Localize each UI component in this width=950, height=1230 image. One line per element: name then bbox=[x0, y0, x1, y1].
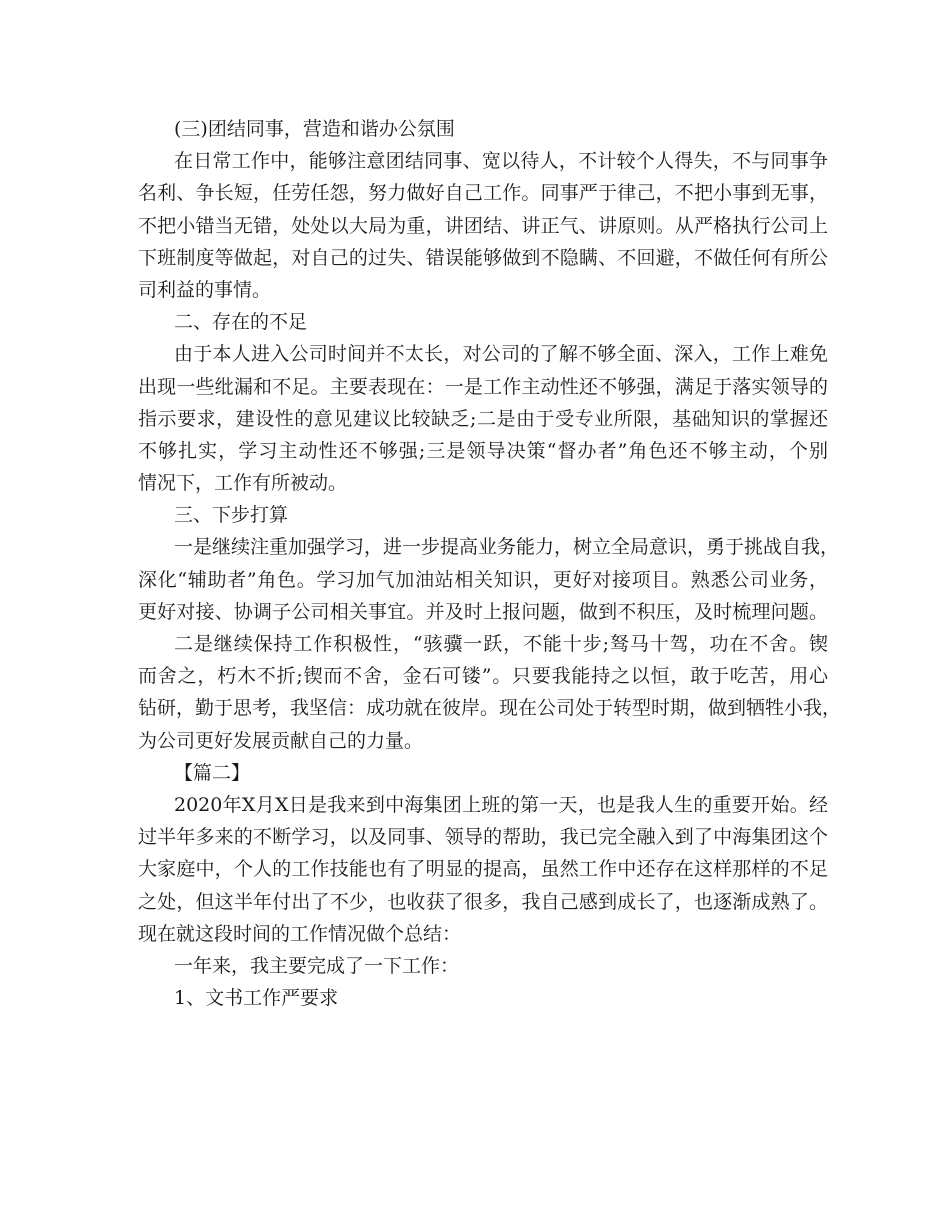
text-line: 2020年X月X日是我来到中海集团上班的第一天，也是我人生的重要开始。经 bbox=[174, 793, 828, 816]
text-line: 为公司更好发展贡献自己的力量。 bbox=[138, 729, 424, 752]
text-line: 【篇二】 bbox=[174, 761, 251, 784]
text-line: 不把小错当无错，处处以大局为重，讲团结、讲正气、讲原则。从严格执行公司上 bbox=[138, 214, 828, 237]
text-line: 下班制度等做起，对自己的过失、错误能够做到不隐瞒、不回避，不做任何有所公 bbox=[138, 246, 828, 269]
text-line: 三、下步打算 bbox=[174, 504, 289, 527]
document-body bbox=[138, 113, 842, 1014]
text-line: 大家庭中，个人的工作技能也有了明显的提高，虽然工作中还存在这样那样的不足 bbox=[138, 858, 828, 881]
text-line: 过半年多来的不断学习，以及同事、领导的帮助，我已完全融入到了中海集团这个 bbox=[138, 826, 828, 849]
text-line: 一是继续注重加强学习，进一步提高业务能力，树立全局意识，勇于挑战自我， bbox=[174, 536, 840, 559]
text-line: 指示要求，建设性的意见建议比较缺乏;二是由于受专业所限，基础知识的掌握还 bbox=[138, 407, 828, 430]
text-line: 在日常工作中，能够注意团结同事、宽以待人，不计较个人得失，不与同事争 bbox=[174, 150, 828, 173]
text-line: 而舍之，朽木不折;锲而不舍，金石可镂”。只要我能持之以恒，敢于吃苦，用心 bbox=[138, 665, 828, 688]
text-line: (三)团结同事，营造和谐办公氛围 bbox=[174, 118, 455, 140]
text-line: 司利益的事情。 bbox=[138, 278, 272, 301]
text-line: 二、存在的不足 bbox=[174, 311, 308, 334]
text-line: 情况下，工作有所被动。 bbox=[138, 472, 348, 495]
text-line: 名利、争长短，任劳任怨，努力做好自己工作。同事严于律己，不把小事到无事， bbox=[138, 182, 828, 205]
text-line: 钻研，勤于思考，我坚信：成功就在彼岸。现在公司处于转型时期，做到牺牲小我， bbox=[138, 697, 842, 720]
text-line: 由于本人进入公司时间并不太长，对公司的了解不够全面、深入，工作上难免 bbox=[174, 343, 828, 366]
text-line: 一年来，我主要完成了一下工作： bbox=[174, 954, 460, 977]
text-line: 深化“辅助者”角色。学习加气加油站相关知识，更好对接项目。熟悉公司业务， bbox=[138, 568, 828, 591]
text-line: 不够扎实，学习主动性还不够强;三是领导决策“督办者”角色还不够主动，个别 bbox=[138, 439, 828, 462]
text-line: 现在就这段时间的工作情况做个总结： bbox=[138, 922, 462, 945]
text-line: 更好对接、协调子公司相关事宜。并及时上报问题，做到不积压，及时梳理问题。 bbox=[138, 600, 828, 623]
text-line: 1、文书工作严要求 bbox=[174, 987, 339, 1010]
text-line: 二是继续保持工作积极性，“骇骥一跃，不能十步;驽马十驾，功在不舍。锲 bbox=[174, 633, 828, 655]
text-line: 之处，但这半年付出了不少，也收获了很多，我自己感到成长了，也逐渐成熟了。 bbox=[138, 890, 828, 913]
text-line: 出现一些纰漏和不足。主要表现在：一是工作主动性还不够强，满足于落实领导的 bbox=[138, 375, 828, 398]
